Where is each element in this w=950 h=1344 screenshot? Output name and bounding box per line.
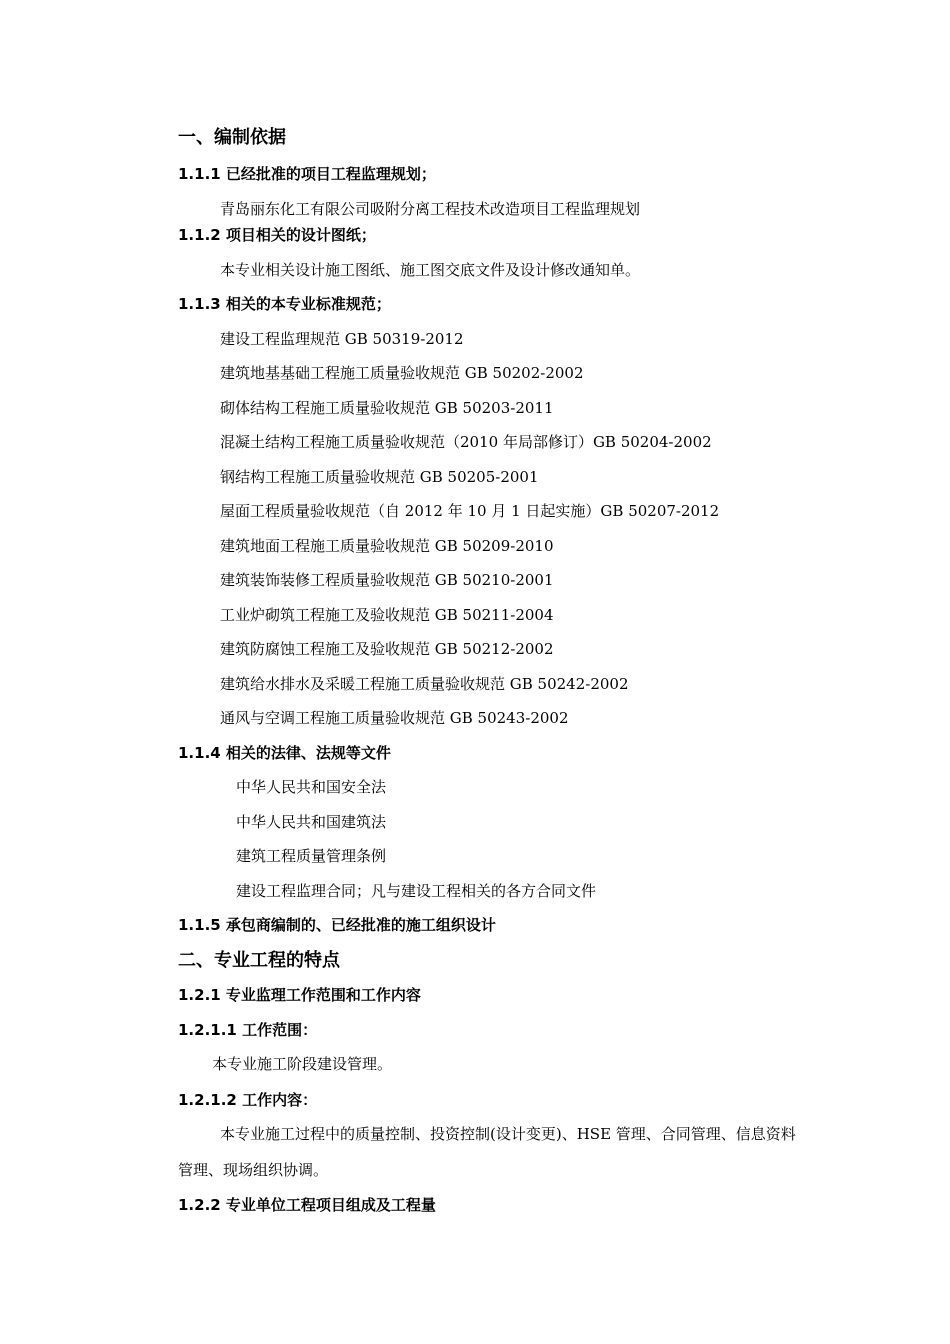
section-1-2-1-1-body: 本专业施工阶段建设管理。 [212, 1055, 393, 1073]
standard-item: 砌体结构工程施工质量验收规范 GB 50203-2011 [220, 399, 554, 417]
law-item: 建筑工程质量管理条例 [236, 847, 387, 865]
section-1-1-2-body: 本专业相关设计施工图纸、施工图交底文件及设计修改通知单。 [220, 261, 641, 279]
standard-item: 建筑地面工程施工质量验收规范 GB 50209-2010 [220, 537, 554, 555]
section-1-1-1-body: 青岛丽东化工有限公司吸附分离工程技术改造项目工程监理规划 [220, 200, 641, 218]
standard-item: 通风与空调工程施工质量验收规范 GB 50243-2002 [220, 709, 569, 727]
section-1-1-4-title: 1.1.4 相关的法律、法规等文件 [178, 744, 391, 762]
section-1-1-3-title: 1.1.3 相关的本专业标准规范； [178, 295, 391, 313]
section-1-1-1-title: 1.1.1 已经批准的项目工程监理规划； [178, 165, 436, 183]
standard-item: 钢结构工程施工质量验收规范 GB 50205-2001 [220, 468, 539, 486]
section-1-2-1-2-body-line2: 管理、现场组织协调。 [178, 1161, 329, 1179]
section-1-2-1-2-title: 1.2.1.2 工作内容： [178, 1091, 318, 1109]
law-item: 中华人民共和国建筑法 [236, 813, 387, 831]
law-item: 中华人民共和国安全法 [236, 778, 387, 796]
standard-item: 建筑给水排水及采暖工程施工质量验收规范 GB 50242-2002 [220, 675, 629, 693]
standard-item: 建筑地基基础工程施工质量验收规范 GB 50202-2002 [220, 364, 584, 382]
section-1-2-1-title: 1.2.1 专业监理工作范围和工作内容 [178, 986, 421, 1004]
section-2-title: 二、专业工程的特点 [178, 950, 340, 971]
section-1-title: 一、编制依据 [178, 127, 286, 148]
standard-item: 混凝土结构工程施工质量验收规范（2010 年局部修订）GB 50204-2002 [220, 433, 712, 451]
section-1-1-2-title: 1.1.2 项目相关的设计图纸； [178, 226, 376, 244]
law-item: 建设工程监理合同；凡与建设工程相关的各方合同文件 [236, 882, 597, 900]
standard-item: 建筑装饰装修工程质量验收规范 GB 50210-2001 [220, 571, 554, 589]
standard-item: 屋面工程质量验收规范（自 2012 年 10 月 1 日起实施）GB 50207-2012 [220, 502, 720, 520]
section-1-1-5-title: 1.1.5 承包商编制的、已经批准的施工组织设计 [178, 916, 496, 934]
section-1-2-1-2-body-line1: 本专业施工过程中的质量控制、投资控制(设计变更)、HSE 管理、合同管理、信息资料 [220, 1125, 796, 1143]
standard-item: 工业炉砌筑工程施工及验收规范 GB 50211-2004 [220, 606, 554, 624]
section-1-2-2-title: 1.2.2 专业单位工程项目组成及工程量 [178, 1196, 436, 1214]
section-1-2-1-1-title: 1.2.1.1 工作范围： [178, 1021, 318, 1039]
standard-item: 建设工程监理规范 GB 50319-2012 [220, 330, 464, 348]
standard-item: 建筑防腐蚀工程施工及验收规范 GB 50212-2002 [220, 640, 554, 658]
